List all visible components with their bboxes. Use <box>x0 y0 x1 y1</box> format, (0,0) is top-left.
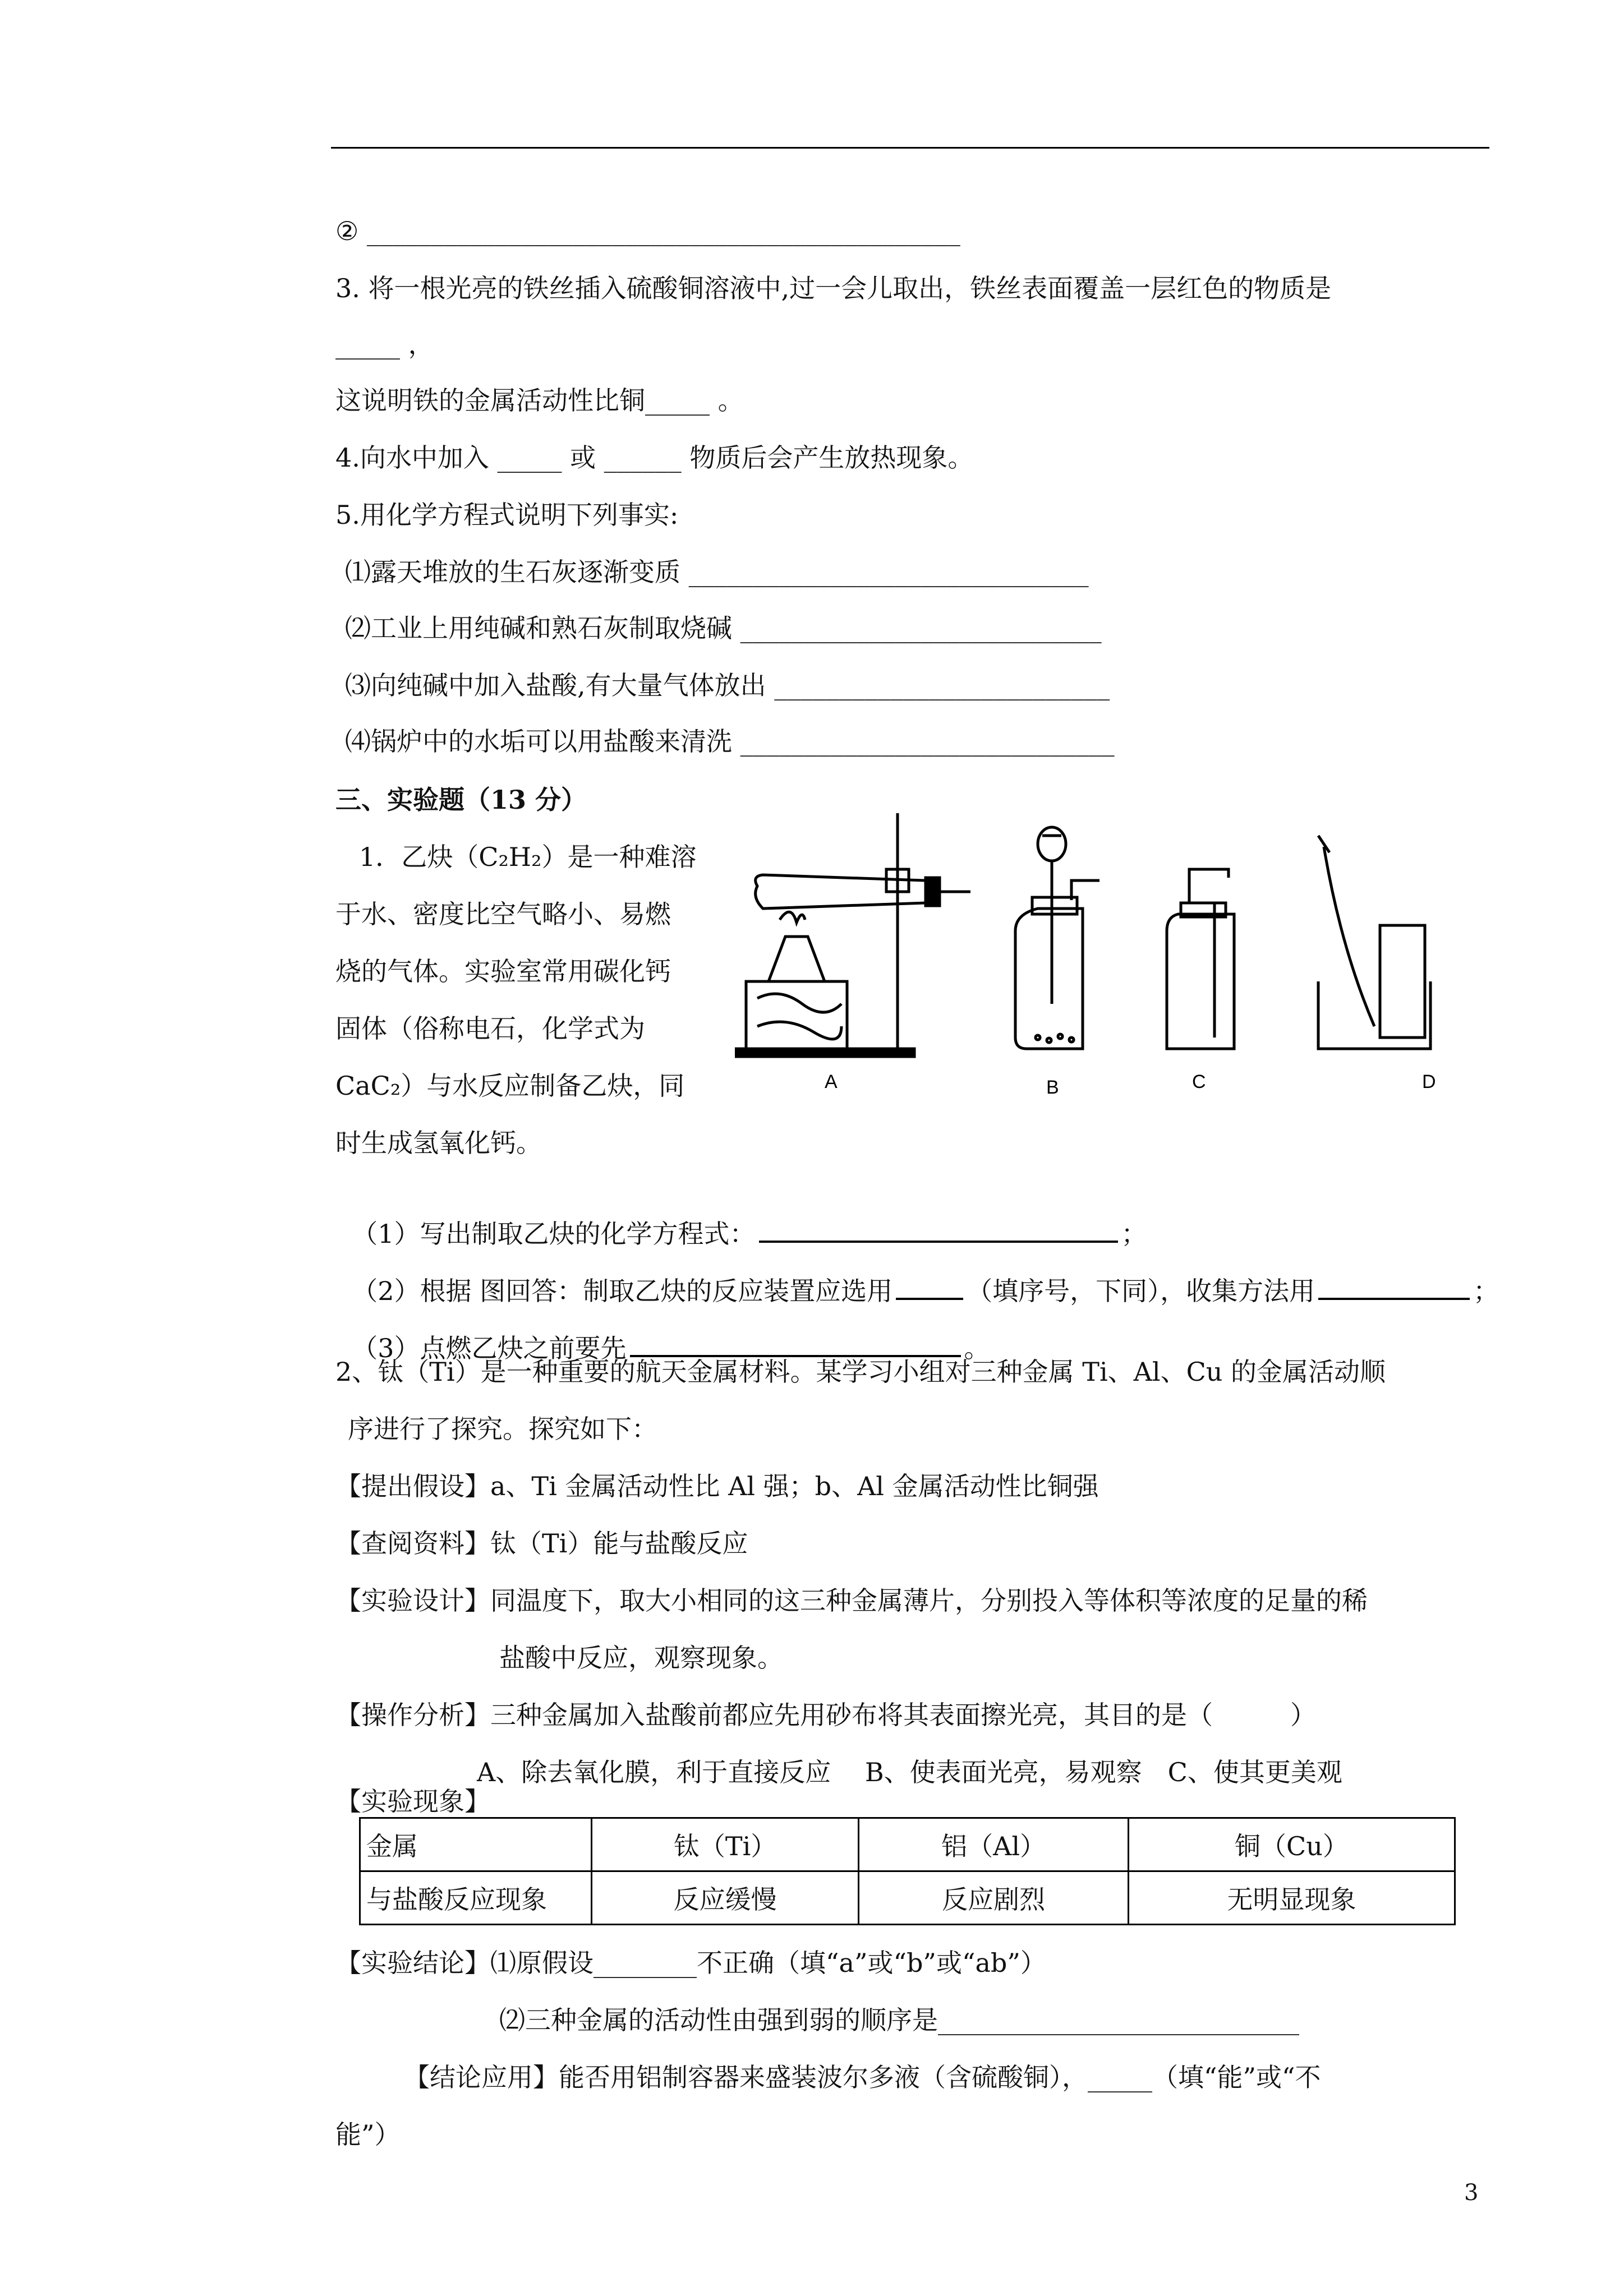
q5-item4: ⑷锅炉中的水垢可以用盐酸来清洗 _____________________________ <box>345 726 1115 757</box>
results-table <box>359 1817 1456 1925</box>
q5-item2: ⑵工业上用纯碱和熟石灰制取烧碱 ____________________________ <box>345 613 1102 643</box>
exp2-design2: 盐酸中反应，观察现象。 <box>499 1643 783 1673</box>
exp2-intro1: 2、钛（Ti）是一种重要的航天金属材料。某学习小组对三种金属 Ti、Al、Cu 的金属活动顺 <box>335 1357 1386 1387</box>
q2-item2: ② ______________________________________________ <box>335 216 960 246</box>
table-cell: 钛（Ti） <box>592 1818 859 1871</box>
exp1-text-line4: 固体（俗称电石，化学式为 <box>335 1013 645 1044</box>
exp1-text-line3: 烧的气体。实验室常用碳化钙 <box>335 956 671 986</box>
q4: 4.向水中加入 _____ 或 ______ 物质后会产生放热现象。 <box>335 442 974 473</box>
table-cell: 与盐酸反应现象 <box>360 1871 592 1925</box>
page-number: 3 <box>1464 2180 1479 2206</box>
exp1-text-line1: 1．乙炔（C₂H₂）是一种难溶 <box>359 842 697 872</box>
table-cell: 铝（Al） <box>859 1818 1129 1871</box>
exp1-text-line5: CaC₂）与水反应制备乙炔，同 <box>335 1071 685 1101</box>
table-cell: 反应剧烈 <box>859 1871 1129 1925</box>
exp2-phenomenon: 【实验现象】 <box>335 1786 490 1816</box>
header-rule <box>331 147 1489 149</box>
table-row <box>360 1818 1455 1871</box>
q5-item1: ⑴露天堆放的生石灰逐渐变质 _______________________________ <box>345 557 1089 587</box>
exp2-reference: 【查阅资料】钛（Ti）能与盐酸反应 <box>335 1528 748 1559</box>
q3-line2: _____ ， <box>335 329 434 359</box>
label-b: B <box>1046 1077 1059 1098</box>
exp1-text-line2: 于水、密度比空气略小、易燃 <box>335 899 671 929</box>
section3-title: 三、实验题（13 分） <box>335 785 587 815</box>
table-cell: 无明显现象 <box>1128 1871 1455 1925</box>
q3-line1: 3. 将一根光亮的铁丝插入硫酸铜溶液中,过一会儿取出，铁丝表面覆盖一层红色的物质是 <box>335 273 1332 303</box>
exp1-q2-end: ； <box>1473 1276 1499 1306</box>
exp2-conclusion1: 【实验结论】⑴原假设________不正确（填“a”或“b”或“ab”） <box>335 1948 1046 1978</box>
q5-item3: ⑶向纯碱中加入盐酸,有大量气体放出 __________________________ <box>345 670 1110 700</box>
exp2-conclusion2: ⑵三种金属的活动性由强到弱的顺序是____________________________ <box>499 2005 1299 2035</box>
exp1-q1-text: （1）写出制取乙炔的化学方程式： <box>352 1219 756 1249</box>
exp2-hypothesis: 【提出假设】a、Ti 金属活动性比 Al 强；b、Al 金属活动性比铜强 <box>335 1471 1099 1501</box>
table-cell: 金属 <box>360 1818 592 1871</box>
exp1-q2-blank2 <box>1318 1297 1470 1300</box>
exp2-application1: 【结论应用】能否用铝制容器来盛装波尔多液（含硫酸铜），_____（填“能”或“不 <box>404 2062 1321 2092</box>
exp1-q3-text: （3）点燃乙炔之前要先 <box>352 1333 627 1363</box>
exp1-q2-mid: （填序号，下同），收集方法用 <box>967 1276 1315 1306</box>
table-cell: 反应缓慢 <box>592 1871 859 1925</box>
exp2-intro2: 序进行了探究。探究如下： <box>348 1414 657 1444</box>
table-cell: 铜（Cu） <box>1128 1818 1455 1871</box>
exp1-text-line6: 时生成氢氧化钙。 <box>335 1128 542 1158</box>
exp2-analysis: 【操作分析】三种金属加入盐酸前都应先用砂布将其表面擦光亮，其目的是（ ） <box>335 1700 1316 1730</box>
exp1-q2-text: （2）根据 图回答：制取乙炔的反应装置应选用 <box>352 1276 893 1306</box>
exp1-q3-end: 。 <box>964 1333 990 1363</box>
apparatus-figure <box>735 802 1464 1116</box>
label-d: D <box>1422 1071 1436 1092</box>
q3-line3: 这说明铁的金属活动性比铜_____ 。 <box>335 385 744 416</box>
label-a: A <box>825 1071 838 1092</box>
exp1-q1-end: ； <box>1121 1219 1147 1249</box>
exp2-options: A、除去氧化膜，利于直接反应 B、使表面光亮，易观察 C、使其更美观 <box>477 1757 1342 1787</box>
q5-title: 5.用化学方程式说明下列事实: <box>335 500 679 530</box>
exp2-design1: 【实验设计】同温度下，取大小相同的这三种金属薄片，分别投入等体积等浓度的足量的稀 <box>335 1585 1368 1616</box>
exp2-application2: 能”） <box>335 2119 401 2150</box>
label-c: C <box>1192 1071 1206 1092</box>
table-row <box>360 1871 1455 1925</box>
